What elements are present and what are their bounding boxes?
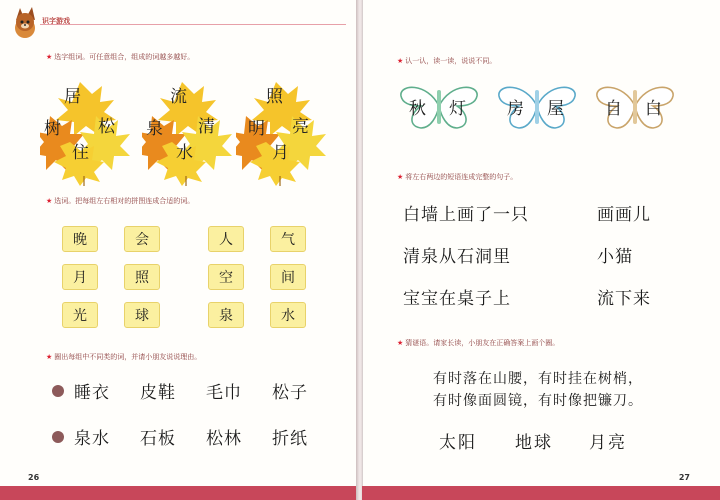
word-option[interactable]: 石板 bbox=[140, 429, 176, 449]
leaf-char: 树 bbox=[44, 119, 61, 139]
instruction-circle-odd: ★ 圈出每组中不同类的词，并请小朋友说说理由。 bbox=[46, 353, 202, 361]
left-page bbox=[0, 0, 358, 500]
butterfly-char: 屋 bbox=[547, 99, 564, 119]
word-option[interactable]: 松子 bbox=[272, 383, 308, 403]
star-icon: ★ bbox=[397, 173, 404, 181]
bullet-icon bbox=[52, 385, 64, 397]
star-icon: ★ bbox=[46, 53, 53, 61]
riddle-line: 有时落在山腰，有时挂在树梢， bbox=[433, 371, 643, 387]
leaf-char: 水 bbox=[176, 143, 193, 163]
puzzle-piece[interactable]: 间 bbox=[270, 264, 306, 290]
puzzle-piece[interactable]: 人 bbox=[208, 226, 244, 252]
puzzle-piece[interactable]: 晚 bbox=[62, 226, 98, 252]
bullet-icon bbox=[52, 431, 64, 443]
butterfly-card bbox=[495, 82, 579, 130]
puzzle-piece[interactable]: 光 bbox=[62, 302, 98, 328]
instruction-riddle: ★ 猜谜语。请家长读，小朋友在正确答案上画个圈。 bbox=[397, 339, 560, 347]
butterfly-char: 自 bbox=[605, 99, 622, 119]
word-option[interactable]: 折纸 bbox=[272, 429, 308, 449]
butterfly-card bbox=[593, 82, 677, 130]
page-number: 27 bbox=[678, 473, 690, 482]
right-phrase[interactable]: 小猫 bbox=[597, 247, 633, 267]
word-option[interactable]: 泉水 bbox=[74, 429, 110, 449]
leaf-char: 清 bbox=[198, 117, 215, 137]
star-icon: ★ bbox=[46, 353, 53, 361]
instruction-select-chars: ★ 选字组词。可任意组合，组成的词越多越好。 bbox=[46, 53, 195, 61]
leaf-char: 住 bbox=[72, 143, 89, 163]
instruction-recognize: ★ 认一认，读一读，说说不同。 bbox=[397, 57, 497, 65]
answer-option[interactable]: 月亮 bbox=[589, 433, 627, 453]
leaf-char: 月 bbox=[272, 143, 289, 163]
puzzle-piece[interactable]: 空 bbox=[208, 264, 244, 290]
leaf-char: 居 bbox=[64, 87, 81, 107]
star-icon: ★ bbox=[397, 339, 404, 347]
right-phrase[interactable]: 流下来 bbox=[597, 289, 651, 309]
puzzle-piece[interactable]: 气 bbox=[270, 226, 306, 252]
footer-bar bbox=[362, 486, 720, 500]
section-title: 识字游戏 bbox=[42, 17, 70, 25]
right-phrase[interactable]: 画画儿 bbox=[597, 205, 651, 225]
leaf-char: 流 bbox=[170, 87, 187, 107]
page-number: 26 bbox=[28, 473, 40, 482]
leaf-char: 泉 bbox=[146, 119, 163, 139]
leaf-group-1 bbox=[40, 76, 132, 168]
puzzle-piece[interactable]: 水 bbox=[270, 302, 306, 328]
butterfly-char: 秋 bbox=[409, 99, 426, 119]
butterfly-char: 灯 bbox=[449, 99, 466, 119]
leaf-group-3 bbox=[236, 76, 328, 168]
word-option[interactable]: 毛巾 bbox=[206, 383, 242, 403]
right-page bbox=[362, 0, 720, 500]
left-phrase[interactable]: 白墙上画了一只 bbox=[403, 205, 529, 225]
left-phrase[interactable]: 宝宝在桌子上 bbox=[403, 289, 511, 309]
puzzle-piece[interactable]: 会 bbox=[124, 226, 160, 252]
instruction-connect: ★ 将左右两边的短语连成完整的句子。 bbox=[397, 173, 518, 181]
word-option[interactable]: 睡衣 bbox=[74, 383, 110, 403]
word-option[interactable]: 松林 bbox=[206, 429, 242, 449]
leaf-group-2 bbox=[142, 76, 234, 168]
star-icon: ★ bbox=[46, 197, 53, 205]
puzzle-piece[interactable]: 球 bbox=[124, 302, 160, 328]
mascot-icon bbox=[8, 4, 42, 40]
left-phrase[interactable]: 清泉从石洞里 bbox=[403, 247, 511, 267]
footer-bar bbox=[0, 486, 358, 500]
butterfly-char: 白 bbox=[645, 99, 662, 119]
answer-option[interactable]: 地球 bbox=[515, 433, 553, 453]
instruction-select-words: ★ 选词。把每组左右相对的拼图连成合适的词。 bbox=[46, 197, 195, 205]
leaf-char: 亮 bbox=[292, 117, 309, 137]
leaf-char: 照 bbox=[266, 87, 283, 107]
leaf-char: 明 bbox=[248, 119, 265, 139]
leaf-char: 松 bbox=[98, 117, 115, 137]
riddle-line: 有时像面圆镜，有时像把镰刀。 bbox=[433, 393, 643, 409]
puzzle-piece[interactable]: 月 bbox=[62, 264, 98, 290]
header-line bbox=[40, 24, 346, 25]
butterfly-char: 房 bbox=[507, 99, 524, 119]
star-icon: ★ bbox=[397, 57, 404, 65]
puzzle-piece[interactable]: 泉 bbox=[208, 302, 244, 328]
butterfly-card bbox=[397, 82, 481, 130]
puzzle-piece[interactable]: 照 bbox=[124, 264, 160, 290]
word-option[interactable]: 皮鞋 bbox=[140, 383, 176, 403]
answer-option[interactable]: 太阳 bbox=[439, 433, 477, 453]
